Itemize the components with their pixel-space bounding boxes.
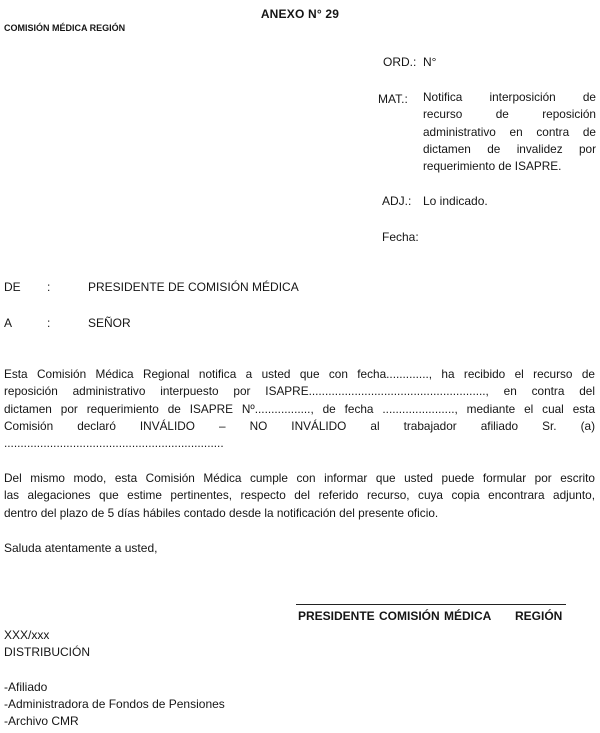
distribution-item: -Archivo CMR	[4, 714, 79, 728]
closing-salutation: Saluda atentamente a usted,	[4, 541, 158, 555]
distribution-title: DISTRIBUCIÓN	[4, 645, 91, 659]
a-colon: :	[47, 316, 51, 330]
adj-label: ADJ.:	[382, 194, 412, 208]
reference-code: XXX/xxx	[4, 628, 50, 642]
fecha-label: Fecha:	[382, 230, 419, 244]
paragraph-line: las alegaciones que estime pertinentes, respecto del referido recurso, cuya copia encontrara adjunto,	[4, 488, 595, 503]
mat-line: dictamen de invalidez por	[423, 141, 596, 156]
paragraph-line: Esta Comisión Médica Regional notifica a usted que con fecha............., ha recibido el recurso de	[4, 367, 595, 381]
distribution-item: -Afiliado	[4, 680, 48, 694]
mat-label: MAT.:	[378, 92, 408, 106]
mat-line: administrativo en contra de	[423, 124, 596, 139]
paragraph-line: Del mismo modo, esta Comisión Médica cumple con informar que usted puede formular por escrito	[4, 471, 595, 485]
mat-value	[423, 89, 596, 175]
mat-line: Notifica interposición de	[423, 90, 596, 104]
annex-title: ANEXO N° 29	[260, 7, 340, 21]
ord-label: ORD.:	[383, 55, 417, 69]
paragraph-line: dictamen por requerimiento de ISAPRE Nº................., de fecha ......................, mediante el cual esta	[4, 401, 595, 416]
de-value: PRESIDENTE DE COMISIÓN MÉDICA	[88, 280, 299, 294]
ord-value: N°	[423, 55, 437, 69]
de-colon: :	[47, 280, 51, 294]
mat-line: requerimiento de ISAPRE.	[423, 159, 562, 174]
signature-line	[296, 604, 566, 605]
paragraph-allegations	[4, 470, 595, 522]
adj-value: Lo indicado.	[423, 194, 488, 208]
signature-name: PRESIDENTE COMISIÓN MÉDICA	[298, 609, 492, 623]
mat-line: recurso de reposición	[423, 107, 596, 122]
paragraph-line: reposición administrativo interpuesto por ISAPRE......................................................, en contra del	[4, 384, 595, 399]
a-value: SEÑOR	[88, 316, 131, 330]
paragraph-line: dentro del plazo de 5 días hábiles contado desde la notificación del presente oficio.	[4, 505, 439, 520]
paragraph-notification	[4, 366, 595, 452]
paragraph-line: ...................................................................	[4, 436, 224, 451]
distribution-item: -Administradora de Fondos de Pensiones	[4, 697, 225, 711]
region-header: COMISIÓN MÉDICA REGIÓN	[4, 23, 126, 33]
signature-region: REGIÓN	[515, 609, 563, 623]
paragraph-line: Comisión declaró INVÁLIDO – NO INVÁLIDO al trabajador afiliado Sr. (a)	[4, 418, 595, 433]
a-label: A	[4, 316, 13, 330]
de-label: DE	[4, 280, 21, 294]
